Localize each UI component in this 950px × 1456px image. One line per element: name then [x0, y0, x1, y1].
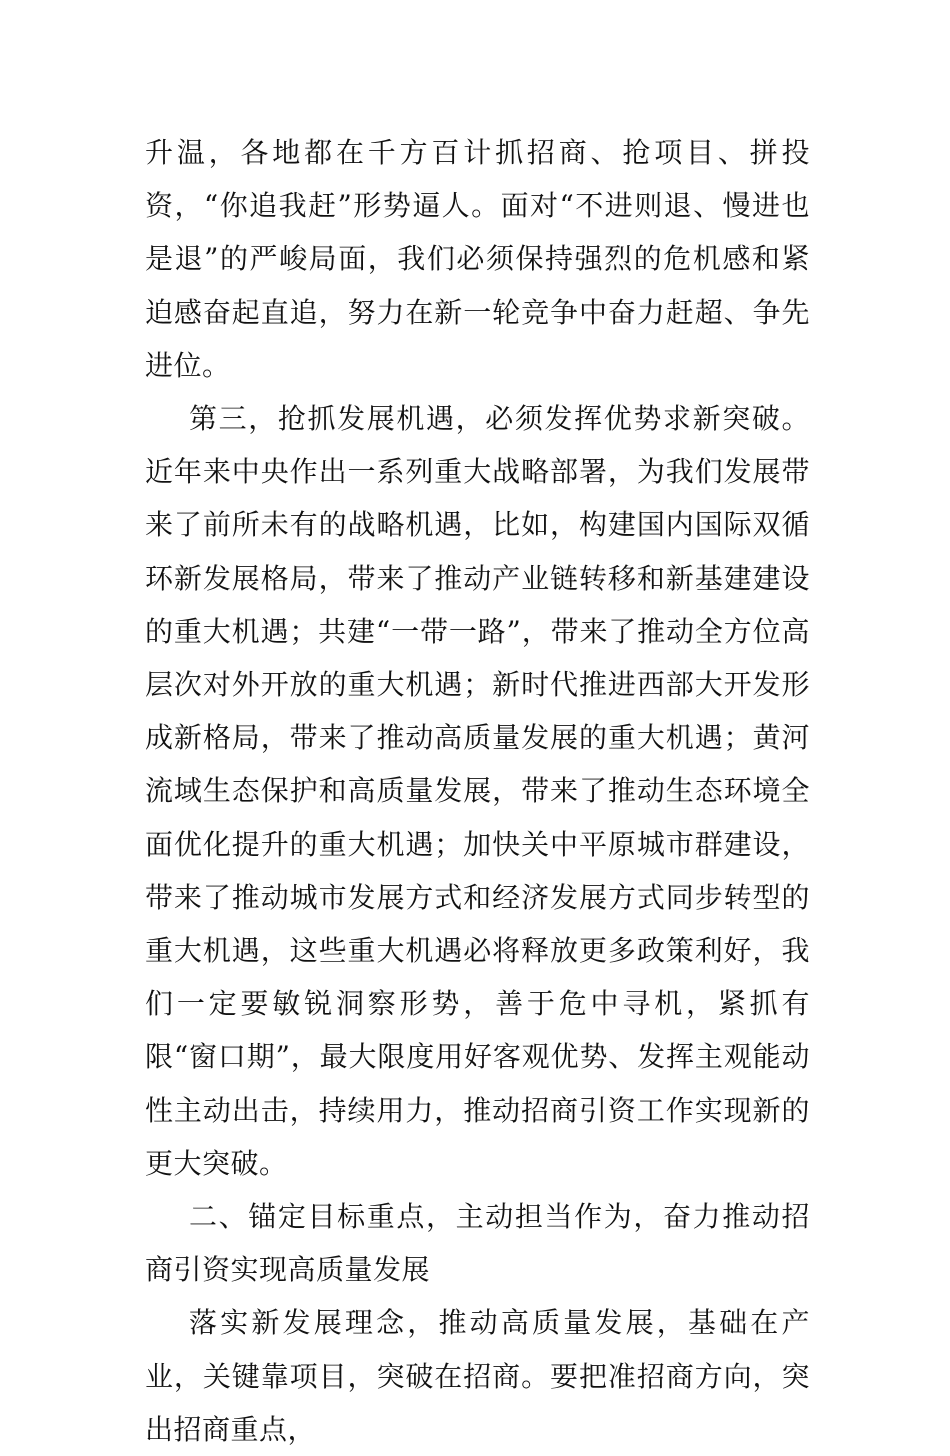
document-body	[145, 126, 810, 1456]
paragraph-third-point: 第三，抢抓发展机遇，必须发挥优势求新突破。近年来中央作出一系列重大战略部署，为我们发展带来了前所未有的战略机遇，比如，构建国内国际双循环新发展格局，带来了推动产业链转移和新基建建设的重大机遇；共建“一带一路”，带来了推动全方位高层次对外开放的重大机遇；新时代推进西部大开发形成新格局，带来了推动高质量发展的重大机遇；黄河流域生态保护和高质量发展，带来了推动生态环境全面优化提升的重大机遇；加快关中平原城市群建设，带来了推动城市发展方式和经济发展方式同步转型的重大机遇，这些重大机遇必将释放更多政策利好，我们一定要敏锐洞察形势，善于危中寻机，紧抓有限“窗口期”，最大限度用好客观优势、发挥主观能动性主动出击，持续用力，推动招商引资工作实现新的更大突破。	[145, 402, 810, 1180]
paragraph-continuation: 升温，各地都在千方百计抓招商、抢项目、拼投资，“你追我赶”形势逼人。面对“不进则退、慢进也是退”的严峻局面，我们必须保持强烈的危机感和紧迫感奋起直追，努力在新一轮竞争中奋力赶超、争先进位。	[145, 136, 810, 382]
paragraph-section-two-intro: 落实新发展理念，推动高质量发展，基础在产业，关键靠项目，突破在招商。要把准招商方向，突出招商重点，	[145, 1306, 810, 1446]
section-heading-two: 二、锚定目标重点，主动担当作为，奋力推动招商引资实现高质量发展	[145, 1200, 810, 1287]
